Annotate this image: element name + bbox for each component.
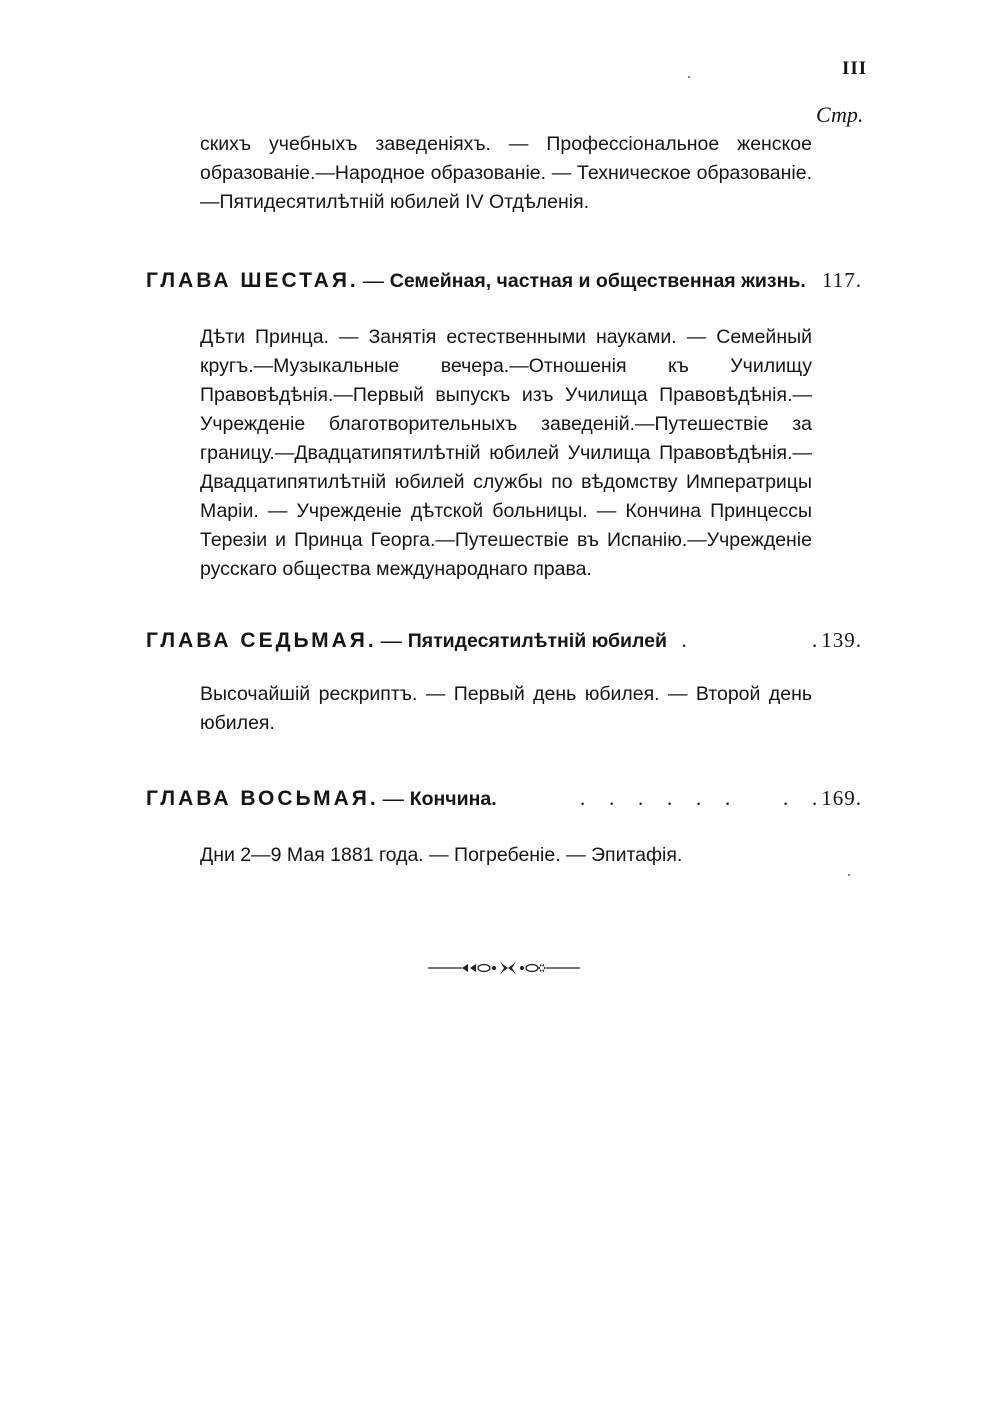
scan-speck — [848, 874, 850, 876]
description-text: скихъ учебныхъ заведенiяхъ. — Профессiональное женское образованiе.—Народное образованiе. — Техническое образованiе.—Пятидесятилѣтнiй юбилей IV Отдѣленiя. — [200, 133, 812, 213]
chapter-7-description — [200, 680, 812, 738]
chapter-label: ГЛАВА СЕДЬМАЯ. — [146, 629, 377, 652]
chapter-dash: — — [380, 628, 402, 652]
chapter-page-number: 117. — [822, 268, 862, 292]
chapter-dash: — — [362, 268, 384, 292]
chapter-8-description — [200, 841, 812, 870]
chapter-title: Пятидесятилѣтнiй юбилей — [407, 630, 667, 652]
chapter-page-number: 139. — [821, 628, 862, 652]
toc-entry-chapter-8[interactable] — [146, 786, 862, 818]
chapter-title: Семейная, частная и общественная жизнь. — [389, 270, 806, 292]
chapter-label: ГЛАВА ВОСЬМАЯ. — [146, 787, 379, 810]
description-text: Дни 2—9 Мая 1881 года. — Погребенiе. — Эпитафiя. — [200, 844, 683, 866]
chapter-label: ГЛАВА ШЕСТАЯ. — [146, 269, 359, 292]
chapter-6-description — [200, 323, 812, 584]
toc-entry-chapter-6[interactable] — [146, 268, 862, 300]
page-number: III — [842, 58, 868, 79]
chapter-page-number: 169. — [821, 786, 862, 810]
chapter-description-continued — [200, 130, 812, 217]
page-column-label: Стр. — [816, 102, 864, 127]
toc-entry-chapter-7[interactable] — [146, 628, 862, 660]
dot-leader: . . — [681, 628, 820, 652]
chapter-title: Кончина. — [409, 788, 497, 810]
dot-leader: . . . . . . . . — [580, 786, 820, 810]
description-text: Дѣти Принца. — Занятiя естественными науками. — Семейный кругъ.—Музыкальные вечера.—Отношенiя къ Училищу Правовѣдѣнiя.—Первый выпускъ изъ Училища Правовѣдѣнiя.—Учрежденiе благотворительныхъ заведенiй.—Путешествiе за границу.—Двадцатипятилѣтнiй юбилей Училища Правовѣдѣнiя.—Двадцатипятилѣтнiй юбилей службы по вѣдомству Императрицы Марiи. — Учрежденiе дѣтской больницы. — Кончина Принцессы Терезiи и Принца Георга.—Путешествiе въ Испанiю.—Учрежденiе русскаго общества международнаго права. — [200, 326, 812, 580]
scan-speck — [688, 76, 690, 78]
description-text: Высочайшiй рескриптъ. — Первый день юбилея. — Второй день юбилея. — [200, 683, 812, 734]
ornament-divider-icon — [428, 958, 580, 978]
chapter-dash: — — [382, 786, 404, 810]
